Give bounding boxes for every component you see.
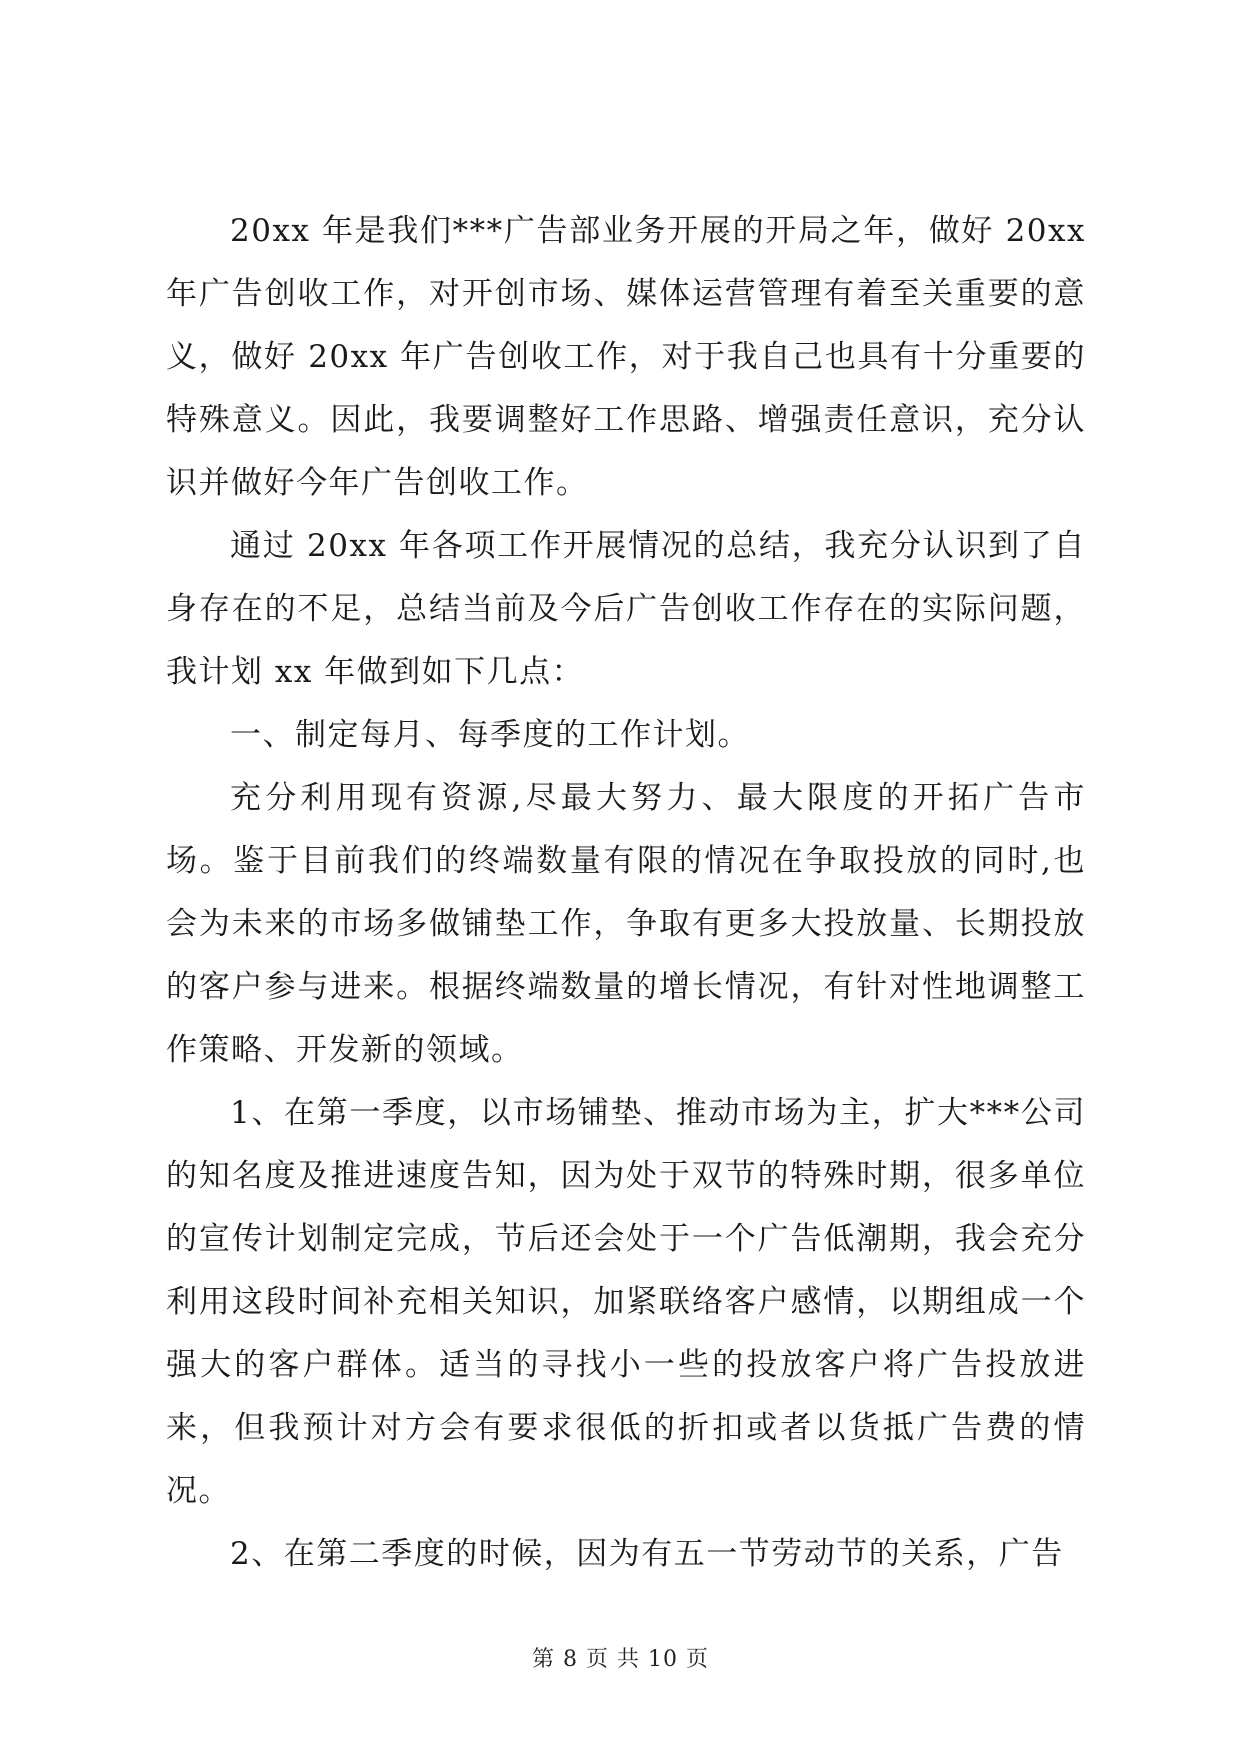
paragraph-q2: 2、在第二季度的时候，因为有五一节劳动节的关系，广告: [230, 1536, 1064, 1572]
paragraph-resources: 充分利用现有资源,尽最大努力、最大限度的开拓广告市场。鉴于目前我们的终端数量有限的情况在争取投放的同时,也会为未来的市场多做铺垫工作，争取有更多大投放量、长期投放的客户参与进来。根据终端数量的增长情况，有针对性地调整工作策略、开发新的领域。: [166, 780, 1086, 1068]
paragraph-heading-1: 一、制定每月、每季度的工作计划。: [230, 717, 750, 753]
page-footer: 第 8 页 共 10 页: [532, 1647, 709, 1672]
document-body: [166, 200, 1086, 1586]
paragraph-intro: 20xx 年是我们***广告部业务开展的开局之年，做好 20xx 年广告创收工作，对开创市场、媒体运营管理有着至关重要的意义，做好 20xx 年广告创收工作，对于我自己也具有十分重要的特殊意义。因此，我要调整好工作思路、增强责任意识，充分认识并做好今年广告创收工作。: [166, 213, 1086, 501]
paragraph-q1: 1、在第一季度，以市场铺垫、推动市场为主，扩大***公司的知名度及推进速度告知，因为处于双节的特殊时期，很多单位的宣传计划制定完成，节后还会处于一个广告低潮期，我会充分利用这段时间补充相关知识，加紧联络客户感情，以期组成一个强大的客户群体。适当的寻找小一些的投放客户将广告投放进来，但我预计对方会有要求很低的折扣或者以货抵广告费的情况。: [166, 1095, 1086, 1509]
paragraph-summary: 通过 20xx 年各项工作开展情况的总结，我充分认识到了自身存在的不足，总结当前及今后广告创收工作存在的实际问题，我计划 xx 年做到如下几点：: [166, 528, 1086, 690]
